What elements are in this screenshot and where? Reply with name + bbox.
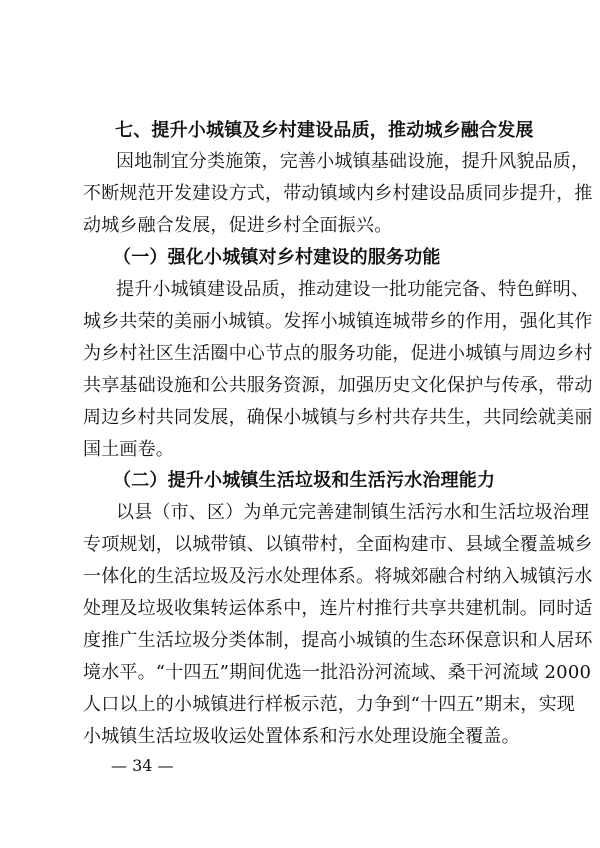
paragraph-line: 小城镇生活垃圾收运处置体系和污水处理设施全覆盖。 [83, 726, 520, 747]
paragraph-line: 专项规划，以城带镇、以镇带村，全面构建市、县域全覆盖城乡 [83, 534, 593, 555]
paragraph-line: 不断规范开发建设方式，带动镇域内乡村建设品质同步提升，推 [83, 183, 593, 204]
paragraph-line: 处理及垃圾收集转运体系中，连片村推行共享共建机制。同时适 [83, 598, 593, 619]
subsection-heading-1: （一）强化小城镇对乡村建设的服务功能 [113, 247, 441, 268]
paragraph-line: 国土画卷。 [83, 439, 174, 460]
page-number: — 34 — [111, 756, 174, 775]
paragraph-line: 因地制宜分类施策，完善小城镇基础设施，提升风貌品质， [116, 151, 590, 172]
paragraph-line: 周边乡村共同发展，确保小城镇与乡村共存共生，共同绘就美丽 [83, 407, 593, 428]
paragraph-line: 城乡共荣的美丽小城镇。发挥小城镇连城带乡的作用，强化其作 [83, 311, 593, 332]
paragraph-line: 动城乡融合发展，促进乡村全面振兴。 [83, 215, 393, 236]
paragraph-line: 境水平。“十四五”期间优选一批沿汾河流域、桑干河流域 2000 [83, 662, 592, 683]
paragraph-line: 提升小城镇建设品质，推动建设一批功能完备、特色鲜明、 [116, 279, 590, 300]
paragraph-line: 为乡村社区生活圈中心节点的服务功能，促进小城镇与周边乡村 [83, 343, 593, 364]
paragraph-line: 人口以上的小城镇进行样板示范，力争到“十四五”期末，实现 [83, 694, 576, 715]
subsection-heading-2: （二）提升小城镇生活垃圾和生活污水治理能力 [113, 470, 496, 491]
paragraph-line: 度推广生活垃圾分类体制，提高小城镇的生态环保意识和人居环 [83, 630, 593, 651]
paragraph-line: 共享基础设施和公共服务资源，加强历史文化保护与传承，带动 [83, 375, 593, 396]
section-heading: 七、提升小城镇及乡村建设品质，推动城乡融合发展 [115, 120, 534, 141]
paragraph-line: 以县（市、区）为单元完善建制镇生活污水和生活垃圾治理 [116, 502, 590, 523]
paragraph-line: 一体化的生活垃圾及污水处理体系。将城郊融合村纳入城镇污水 [83, 566, 593, 587]
